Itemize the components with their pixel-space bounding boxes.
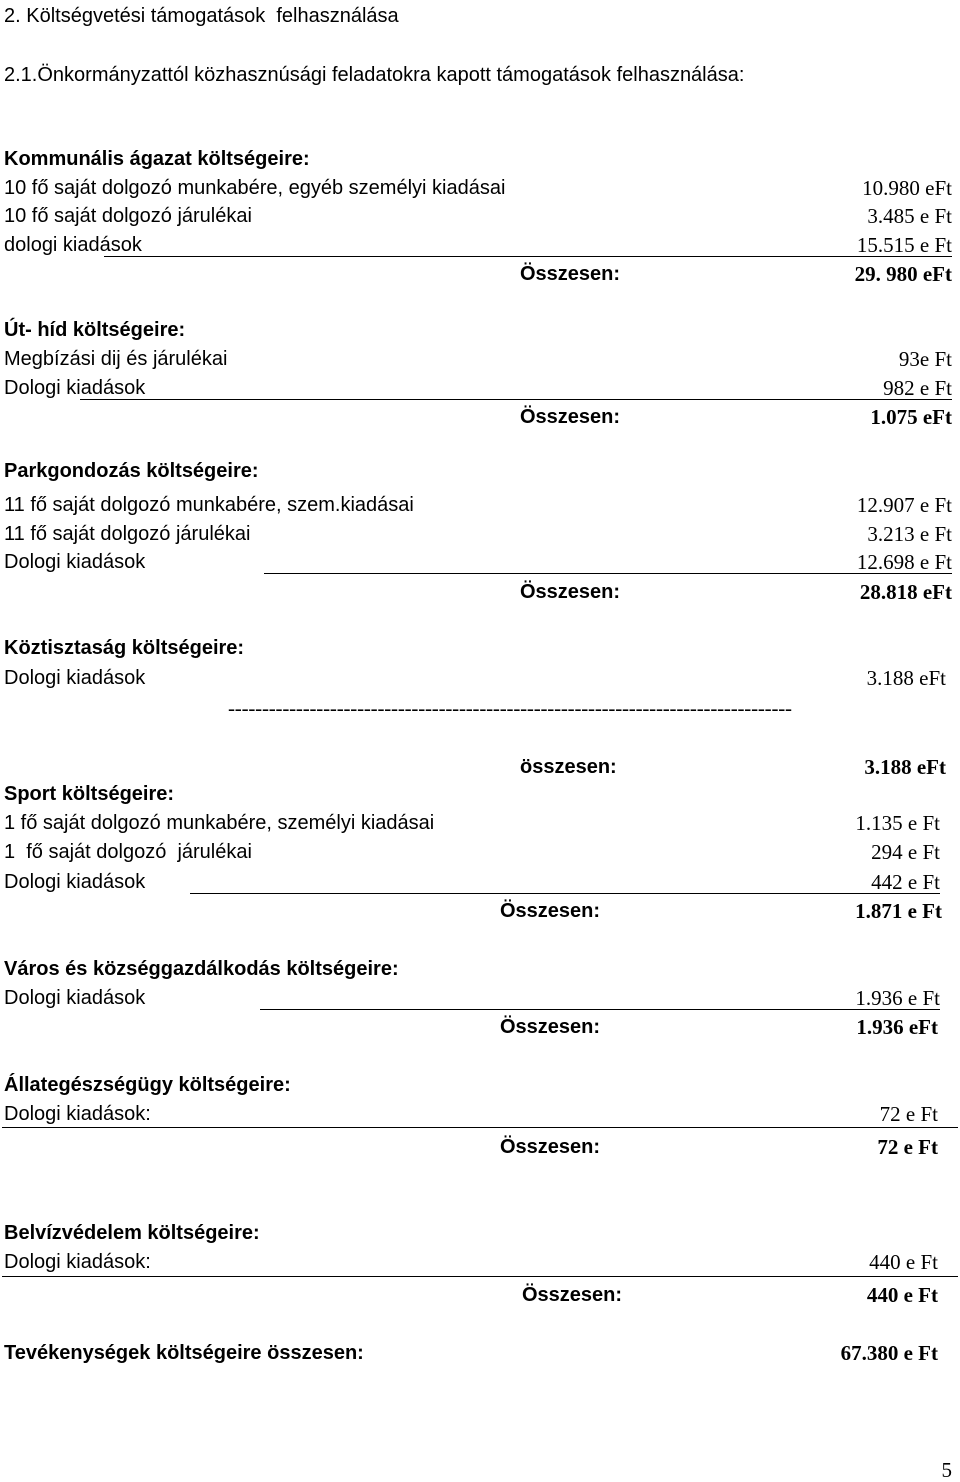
section-heading-kommunalis: Kommunális ágazat költségeire: xyxy=(4,148,310,170)
document-title: 2. Költségvetési támogatások felhasználása xyxy=(4,5,399,27)
row-label: 10 fő saját dolgozó munkabére, egyéb személyi kiadásai xyxy=(4,177,506,199)
row-label: Dologi kiadások xyxy=(4,667,146,689)
row-label: 1 fő saját dolgozó munkabére, személyi kiadásai xyxy=(4,812,435,834)
row-value: 3.485 e Ft xyxy=(867,204,952,228)
row-value: 440 e Ft xyxy=(869,1250,938,1274)
row-value: 3.213 e Ft xyxy=(867,522,952,546)
underline-rule xyxy=(2,1127,958,1128)
dashed-separator: ----------------------------------------------------------------------------------- xyxy=(228,696,792,720)
section-total-label: Összesen: xyxy=(522,1284,623,1306)
section-total-label: összesen: xyxy=(520,756,617,778)
page-number: 5 xyxy=(941,1458,952,1482)
row-label: Megbízási dij és járulékai xyxy=(4,348,228,370)
section-total-label: Összesen: xyxy=(500,1016,601,1038)
row-label: 10 fő saját dolgozó járulékai xyxy=(4,205,252,227)
row-value: 294 e Ft xyxy=(871,840,940,864)
section-heading-varos: Város és községgazdálkodás költségeire: xyxy=(4,958,399,980)
section-total-value: 1.871 e Ft xyxy=(855,899,942,923)
row-value: 982 e Ft xyxy=(883,376,952,400)
underline-rule xyxy=(260,1009,940,1010)
underline-rule xyxy=(264,573,952,574)
row-label: Dologi kiadások xyxy=(4,551,146,573)
grand-total-value: 67.380 e Ft xyxy=(840,1341,938,1365)
row-label: dologi kiadások xyxy=(4,234,142,256)
section-total-value: 440 e Ft xyxy=(866,1283,938,1307)
row-label: Dologi kiadások: xyxy=(4,1103,151,1125)
row-label: 1 fő saját dolgozó járulékai xyxy=(4,841,252,863)
row-value: 93e Ft xyxy=(898,347,952,371)
section-total-value: 72 e Ft xyxy=(877,1135,938,1159)
underline-rule xyxy=(104,256,952,257)
section-total-label: Összesen: xyxy=(520,406,621,428)
row-value: 12.698 e Ft xyxy=(856,550,952,574)
section-heading-parkgondozas: Parkgondozás költségeire: xyxy=(4,460,259,482)
section-total-label: Összesen: xyxy=(520,581,621,603)
underline-rule xyxy=(80,399,952,400)
section-heading-ut-hid: Út- híd költségeire: xyxy=(4,319,186,341)
row-value: 12.907 e Ft xyxy=(856,493,952,517)
row-value: 15.515 e Ft xyxy=(856,233,952,257)
underline-rule xyxy=(2,1276,958,1277)
section-total-value: 28.818 eFt xyxy=(859,580,952,604)
row-label: 11 fő saját dolgozó járulékai xyxy=(4,523,251,545)
section-heading-allategeszsegugy: Állategészségügy költségeire: xyxy=(4,1074,291,1096)
section-heading-belvizvedelem: Belvízvédelem költségeire: xyxy=(4,1222,260,1244)
section-total-value: 1.936 eFt xyxy=(856,1015,938,1039)
document-subtitle: 2.1.Önkormányzattól közhasznúsági feladatokra kapott támogatások felhasználása: xyxy=(4,64,745,86)
row-label: 11 fő saját dolgozó munkabére, szem.kiadásai xyxy=(4,494,414,516)
section-total-label: Összesen: xyxy=(500,900,601,922)
row-label: Dologi kiadások xyxy=(4,871,146,893)
row-label: Dologi kiadások: xyxy=(4,1251,151,1273)
section-total-value: 1.075 eFt xyxy=(870,405,952,429)
row-value: 442 e Ft xyxy=(871,870,940,894)
section-total-value: 3.188 eFt xyxy=(864,755,946,779)
row-value: 3.188 eFt xyxy=(866,666,946,690)
grand-total-label: Tevékenységek költségeire összesen: xyxy=(4,1342,364,1364)
section-heading-sport: Sport költségeire: xyxy=(4,783,175,805)
row-value: 1.135 e Ft xyxy=(855,811,940,835)
row-value: 1.936 e Ft xyxy=(855,986,940,1010)
section-total-label: Összesen: xyxy=(500,1136,601,1158)
row-label: Dologi kiadások xyxy=(4,377,146,399)
section-heading-koztisztasag: Köztisztaság költségeire: xyxy=(4,637,245,659)
underline-rule xyxy=(190,893,940,894)
row-value: 10.980 eFt xyxy=(862,176,952,200)
section-total-label: Összesen: xyxy=(520,263,621,285)
row-value: 72 e Ft xyxy=(879,1102,938,1126)
row-label: Dologi kiadások xyxy=(4,987,146,1009)
section-total-value: 29. 980 eFt xyxy=(854,262,952,286)
